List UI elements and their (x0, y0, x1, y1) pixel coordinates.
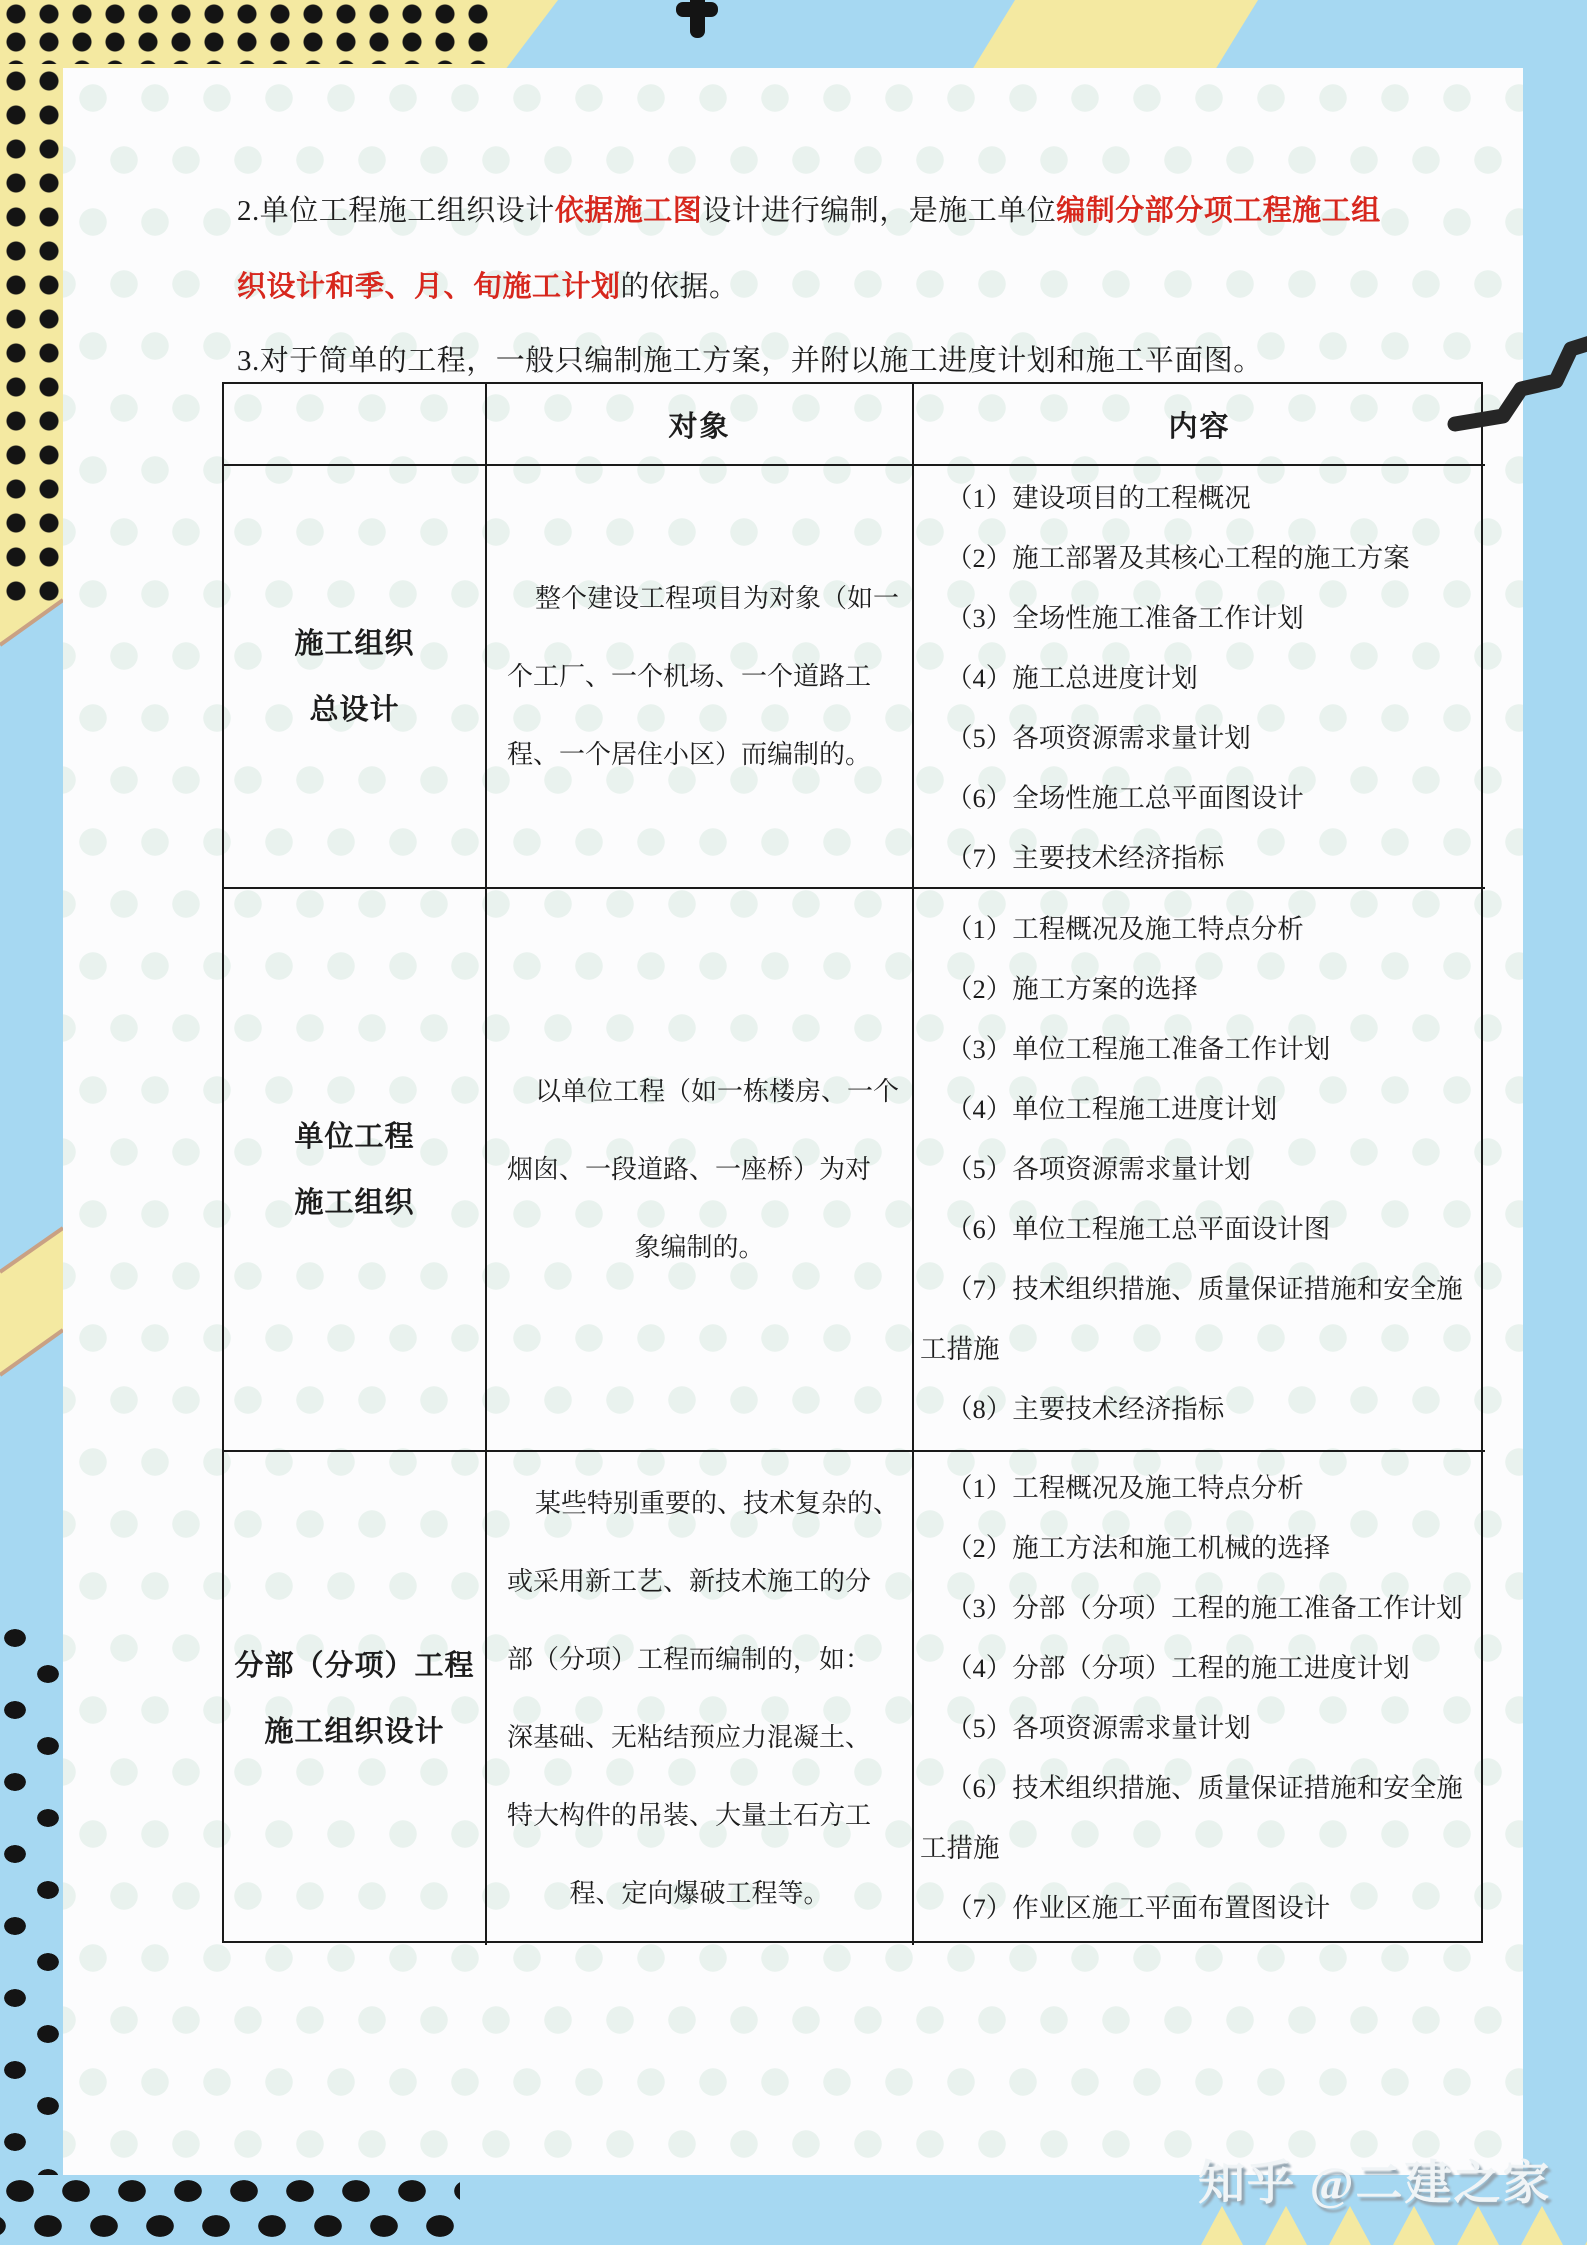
object-line: 程、一个居住小区）而编制的。 (507, 739, 872, 769)
content-item: （2）施工方案的选择 (946, 974, 1198, 1004)
content-item: （5）各项资源需求量计划 (946, 1154, 1251, 1184)
row-label-line: 施工组织 (294, 1186, 415, 1219)
content-item: （1）建设项目的工程概况 (946, 483, 1251, 513)
intro-text: 的依据。 (620, 271, 739, 303)
content-item: （1）工程概况及施工特点分析 (946, 1473, 1304, 1503)
object-line: 或采用新工艺、新技术施工的分 (507, 1566, 872, 1596)
table-header-content: 内容 (912, 384, 1485, 464)
content-item: （3）全场性施工准备工作计划 (946, 603, 1304, 633)
content-item: （7）技术组织措施、质量保证措施和安全施工措施 (920, 1274, 1463, 1364)
row-label-line: 单位工程 (294, 1120, 415, 1153)
content-item: （2）施工部署及其核心工程的施工方案 (946, 543, 1410, 573)
row-label-line: 分部（分项）工程 (234, 1649, 475, 1682)
object-line: 特大构件的吊装、大量土石方工 (507, 1800, 872, 1830)
intro-paragraph-3: 3.对于简单的工程，一般只编制施工方案，并附以施工进度计划和施工平面图。 (237, 345, 1263, 377)
object-line: 个工厂、一个机场、一个道路工 (507, 661, 872, 691)
content-item: （4）单位工程施工进度计划 (946, 1094, 1278, 1124)
content-item: （1）工程概况及施工特点分析 (946, 914, 1304, 944)
content-item: （5）各项资源需求量计划 (946, 1713, 1251, 1743)
table-header-object: 对象 (485, 384, 912, 464)
object-line: 以单位工程（如一栋楼房、一个 (535, 1076, 900, 1106)
intro-text: 2.单位工程施工组织设计 (237, 195, 555, 227)
watermark-zhihu: 知乎 @二建之家 (1198, 2158, 1552, 2210)
object-line: 烟囱、一段道路、一座桥）为对 (507, 1154, 872, 1184)
content-item: （3）分部（分项）工程的施工准备工作计划 (946, 1593, 1463, 1623)
object-line: 部（分项）工程而编制的，如： (507, 1644, 872, 1674)
intro-text: 设计进行编制，是施工单位 (702, 195, 1057, 227)
content-item: （3）单位工程施工准备工作计划 (946, 1034, 1331, 1064)
content-item: （6）全场性施工总平面图设计 (946, 783, 1304, 813)
content-item: （7）作业区施工平面布置图设计 (946, 1893, 1331, 1923)
content-item: （6）单位工程施工总平面设计图 (946, 1214, 1331, 1244)
intro-text-red: 织设计和季、月、旬施工计划 (237, 271, 621, 303)
object-line: 整个建设工程项目为对象（如一 (535, 583, 900, 613)
intro-text-red: 编制分部分项工程施工组 (1056, 195, 1381, 227)
row-label-line: 总设计 (309, 693, 400, 726)
content-item: （4）分部（分项）工程的施工进度计划 (946, 1653, 1410, 1683)
object-line: 象编制的。 (634, 1232, 765, 1262)
object-line: 深基础、无粘结预应力混凝土、 (507, 1722, 872, 1752)
content-item: （5）各项资源需求量计划 (946, 723, 1251, 753)
intro-text-red: 依据施工图 (554, 195, 703, 227)
content-item: （8）主要技术经济指标 (946, 1394, 1225, 1424)
row-label-line: 施工组织设计 (264, 1715, 445, 1748)
object-line: 程、定向爆破工程等。 (569, 1878, 830, 1908)
content-item: （6）技术组织措施、质量保证措施和安全施工措施 (920, 1773, 1463, 1863)
row-label-line: 施工组织 (294, 627, 415, 660)
object-line: 某些特别重要的、技术复杂的、 (535, 1488, 900, 1518)
content-item: （7）主要技术经济指标 (946, 843, 1225, 873)
content-item: （4）施工总进度计划 (946, 663, 1198, 693)
content-item: （2）施工方法和施工机械的选择 (946, 1533, 1331, 1563)
